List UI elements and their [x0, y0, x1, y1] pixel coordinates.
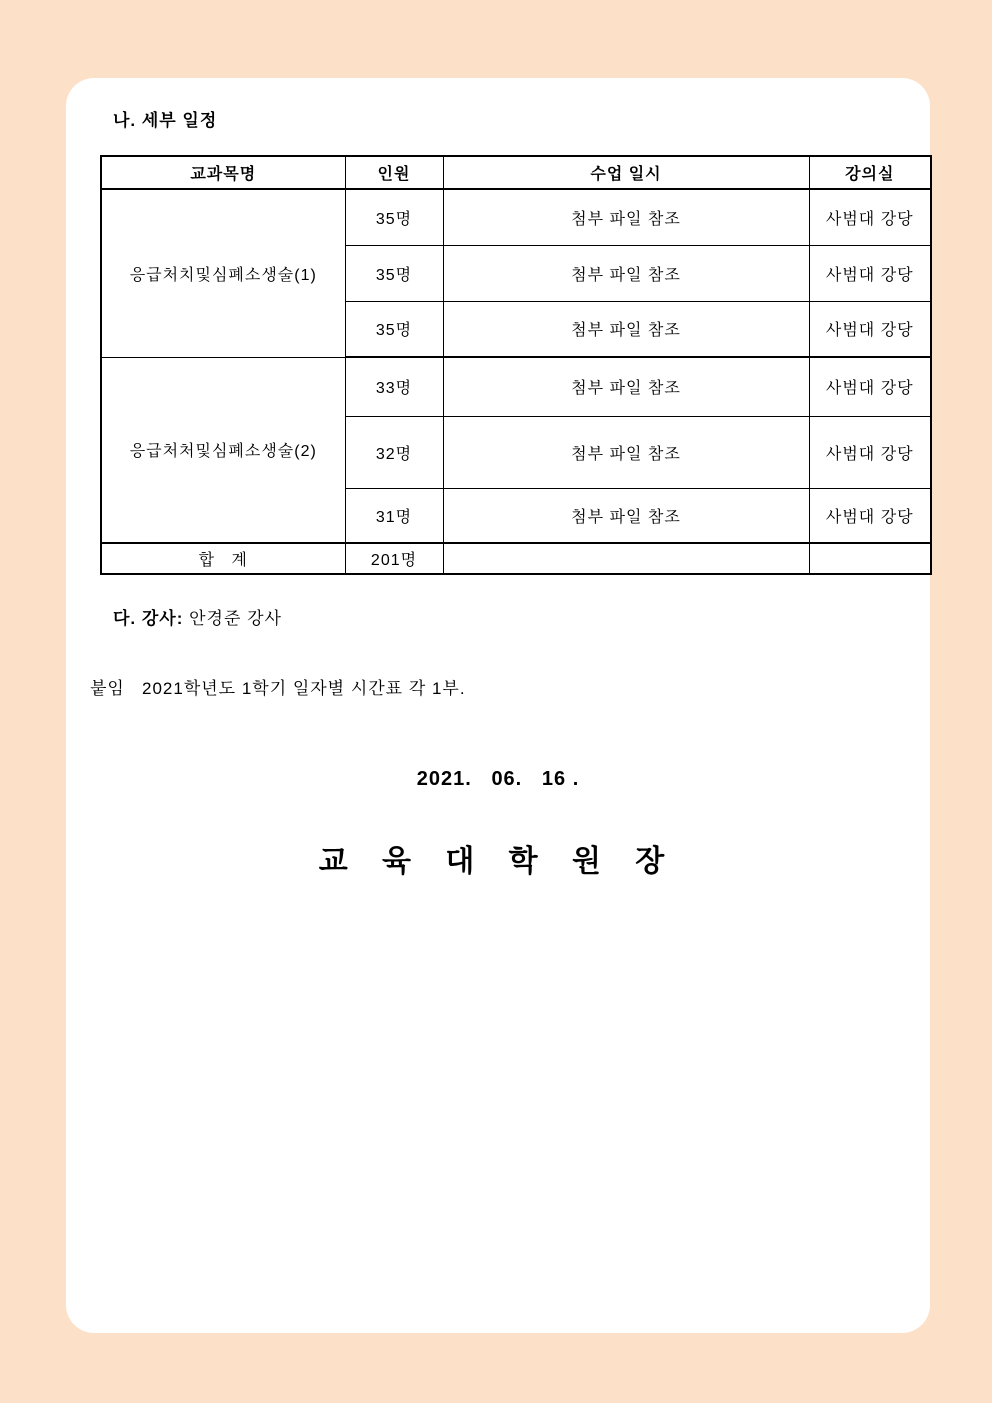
schedule-cell: 첨부 파일 참조	[443, 189, 809, 245]
table-row	[101, 357, 931, 416]
count-cell: 35명	[345, 189, 443, 245]
total-room-cell	[809, 543, 931, 574]
total-label-cell: 합 계	[101, 543, 345, 574]
table-row	[101, 189, 931, 245]
count-cell: 32명	[345, 416, 443, 488]
section-c-value: 안경준 강사	[183, 609, 282, 628]
header-schedule: 수업 일시	[443, 156, 809, 189]
room-cell: 사범대 강당	[809, 416, 931, 488]
schedule-table	[100, 155, 932, 575]
subject-cell-group2: 응급처처및심폐소생술(2)	[101, 357, 345, 543]
room-cell: 사범대 강당	[809, 301, 931, 357]
count-cell: 33명	[345, 357, 443, 416]
room-cell: 사범대 강당	[809, 488, 931, 543]
total-count-cell: 201명	[345, 543, 443, 574]
document-date: 2021. 06. 16 .	[416, 768, 580, 790]
subject-cell-group1: 응급처치및심폐소생술(1)	[101, 189, 345, 357]
signature-title: 교 육 대 학 원 장	[318, 845, 678, 878]
schedule-cell: 첨부 파일 참조	[443, 245, 809, 301]
section-b-title: 나. 세부 일정	[113, 111, 218, 130]
table-total-row	[101, 543, 931, 574]
count-cell: 35명	[345, 245, 443, 301]
room-cell: 사범대 강당	[809, 245, 931, 301]
schedule-cell: 첨부 파일 참조	[443, 357, 809, 416]
table-header-row	[101, 156, 931, 189]
section-c-label: 다. 강사:	[113, 609, 184, 628]
header-subject: 교과목명	[101, 156, 345, 189]
header-count: 인원	[345, 156, 443, 189]
total-schedule-cell	[443, 543, 809, 574]
count-cell: 35명	[345, 301, 443, 357]
schedule-cell: 첨부 파일 참조	[443, 301, 809, 357]
schedule-cell: 첨부 파일 참조	[443, 416, 809, 488]
document-page-card	[66, 78, 930, 1333]
room-cell: 사범대 강당	[809, 189, 931, 245]
attachment-note: 붙임 2021학년도 1학기 일자별 시간표 각 1부.	[90, 679, 466, 698]
room-cell: 사범대 강당	[809, 357, 931, 416]
header-room: 강의실	[809, 156, 931, 189]
section-c-line	[113, 604, 282, 629]
schedule-cell: 첨부 파일 참조	[443, 488, 809, 543]
count-cell: 31명	[345, 488, 443, 543]
